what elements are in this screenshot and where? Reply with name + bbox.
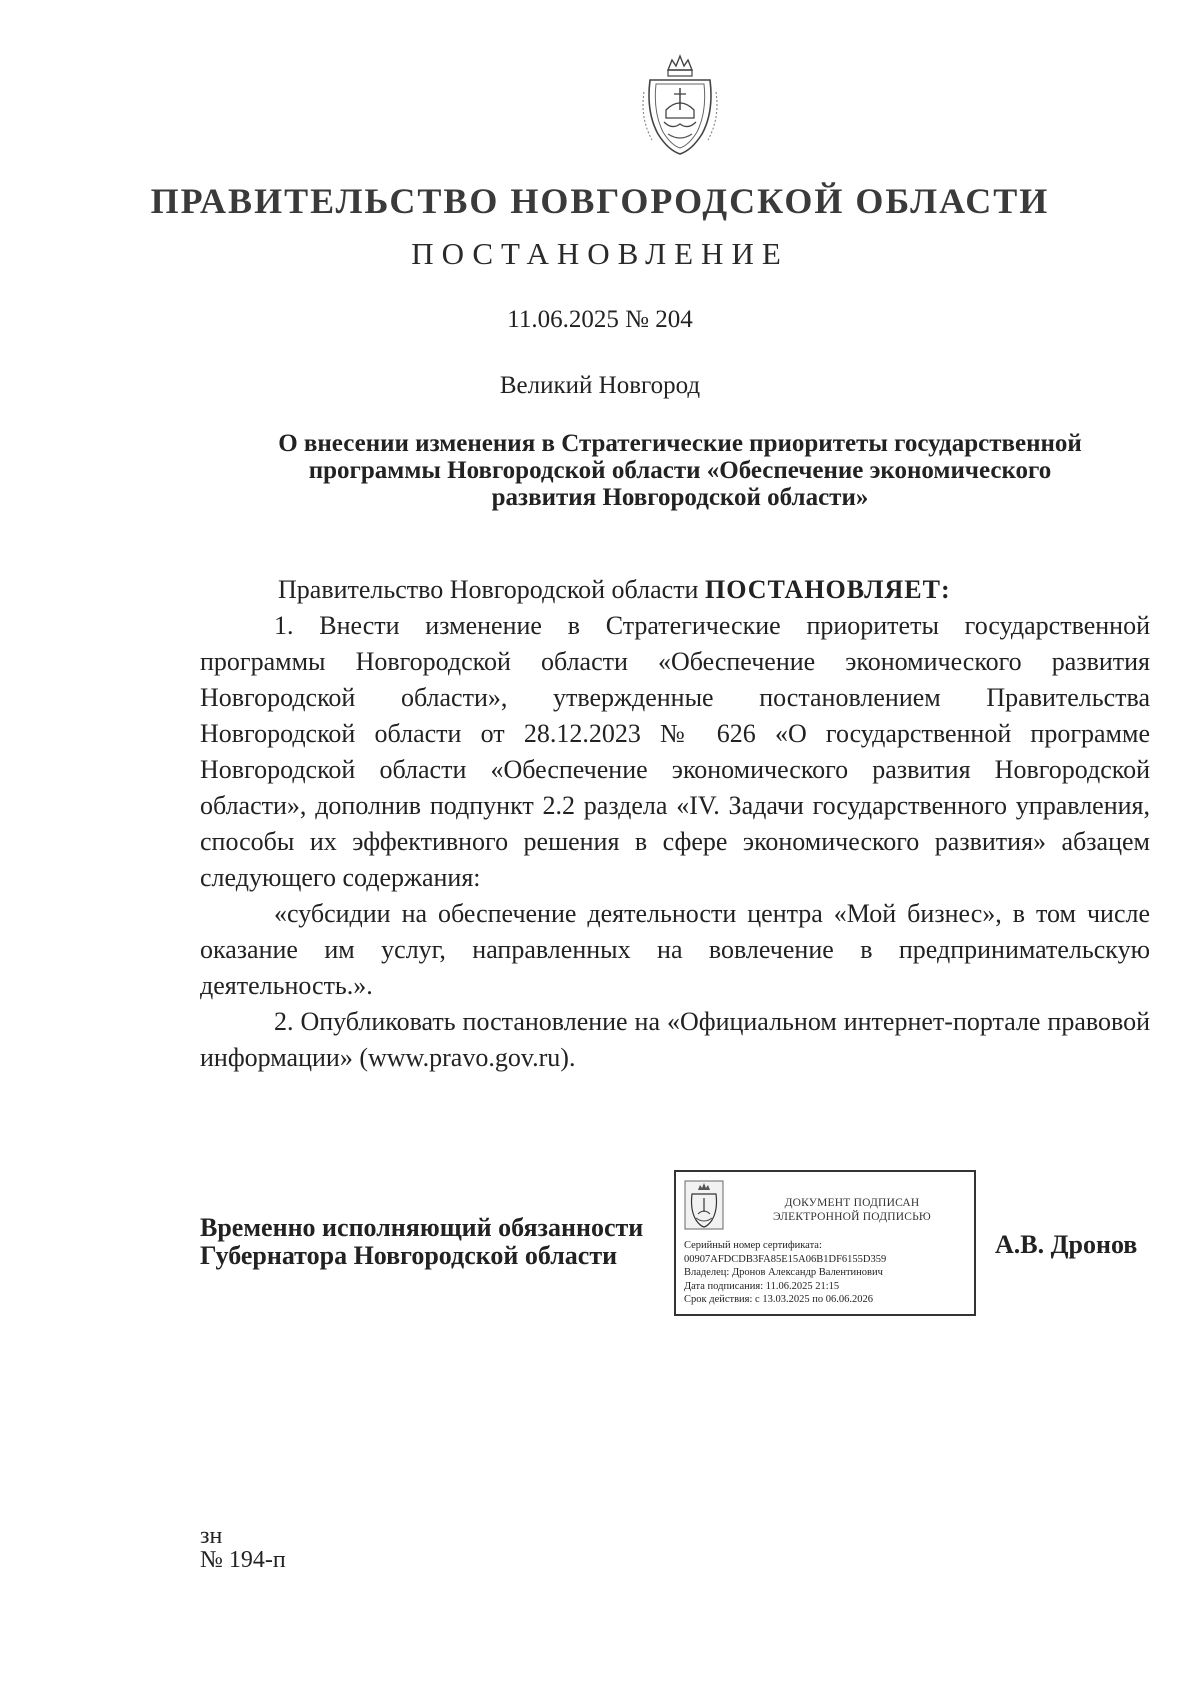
stamp-title-line: ДОКУМЕНТ ПОДПИСАН [784,1197,920,1209]
document-type: ПОСТАНОВЛЕНИЕ [411,236,789,271]
position-line: Губернатора Новгородской области [200,1241,618,1270]
subject-line: развития Новгородской области» [491,484,869,511]
stamp-owner: Владелец: Дронов Александр Валентинович [684,1267,883,1278]
signer-name: А.В. Дронов [995,1230,1138,1259]
clause-1-quote: «субсидии на обеспечение деятельности центра «Мой бизнес», в том числе оказание им услуг, направленных на вовлечение в предпринимательскую деятельность.». [200,899,1150,1000]
coat-of-arms-icon [638,52,722,156]
lead-text: Правительство Новгородской области [278,575,705,604]
organization-title: ПРАВИТЕЛЬСТВО НОВГОРОДСКОЙ ОБЛАСТИ [150,181,1050,221]
subject-line: О внесении изменения в Стратегические приоритеты государственной [278,430,1082,457]
document-date-number: 11.06.2025 № 204 [507,306,693,333]
reference-number: № 194-п [200,1547,286,1573]
clause-1: 1. Внести изменение в Стратегические приоритеты государственной программы Новгородской области «Обеспечение экономического развития Новгородской области», утвержденные постановлением Правительства Новгородской области от 28.12.2023 № 626 «О государственной программе Новгородской области «Обеспечение экономического развития Новгородской области», дополнив подпункт 2.2 раздела «IV. Задачи государственного управления, способы их эффективного решения в сфере экономического развития» абзацем следующего содержания: [200,611,1150,892]
stamp-validity: Срок действия: с 13.03.2025 по 06.06.2026 [684,1294,873,1305]
stamp-coat-of-arms-icon [684,1180,724,1230]
executor-initials: зн [200,1523,223,1549]
signatory-position [200,1214,643,1270]
position-line: Временно исполняющий обязанности [200,1213,644,1242]
stamp-details [684,1239,970,1307]
clause-2: 2. Опубликовать постановление на «Официальном интернет-портале правовой информации» (www.pravo.gov.ru). [200,1007,1150,1072]
electronic-signature-stamp [674,1170,976,1316]
document-subject [200,430,1160,511]
stamp-signed-date: Дата подписания: 11.06.2025 21:15 [684,1280,840,1292]
stamp-title [736,1196,968,1224]
lead-keyword: ПОСТАНОВЛЯЕТ: [704,575,951,604]
stamp-serial-value: 00907AFDCDB3FA85E15A06B1DF6155D359 [684,1253,887,1265]
document-city: Великий Новгород [499,372,701,399]
executor-reference [200,1524,286,1572]
stamp-title-line: ЭЛЕКТРОННОЙ ПОДПИСЬЮ [773,1211,931,1223]
subject-line: программы Новгородской области «Обеспечение экономического [308,457,1052,484]
resolution-lead [200,572,1150,608]
document-body [200,572,1150,1076]
stamp-serial-label: Серийный номер сертификата: [684,1240,822,1251]
